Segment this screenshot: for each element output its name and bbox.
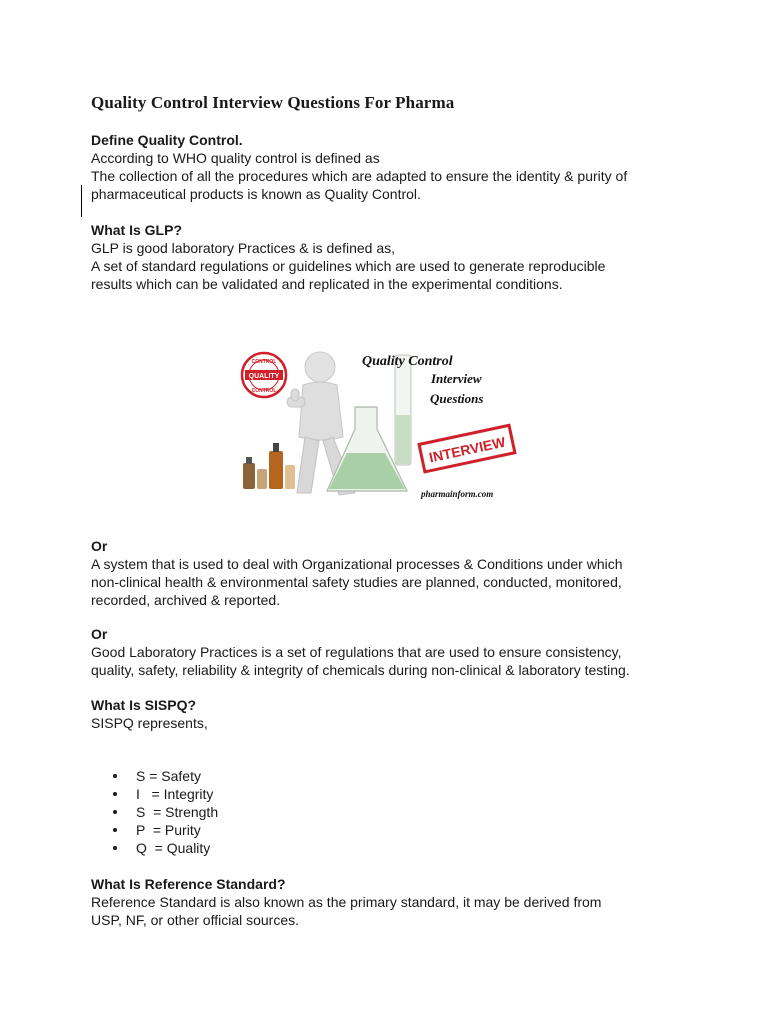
- section-glp: [91, 221, 691, 293]
- list-item: S = Strength: [110, 803, 218, 821]
- body-line: According to WHO quality control is defined as: [91, 150, 380, 166]
- stamp-label: INTERVIEW: [427, 433, 507, 466]
- body-line: Good Laboratory Practices is a set of regulations that are used to ensure consistency,: [91, 644, 622, 660]
- text-cursor: [81, 185, 82, 217]
- banner-illustration: [235, 345, 535, 501]
- body-line: The collection of all the procedures which are adapted to ensure the identity & purity of: [91, 168, 628, 184]
- banner-title-line1: Quality Control: [362, 354, 453, 369]
- list-item: Q = Quality: [110, 839, 218, 857]
- page-title: Quality Control Interview Questions For Pharma: [91, 93, 455, 112]
- body-line: Reference Standard is also known as the primary standard, it may be derived from: [91, 894, 602, 910]
- website-caption: pharmainform.com: [421, 489, 494, 499]
- section-heading: Or: [91, 626, 108, 642]
- quality-control-seal-icon: [242, 353, 286, 397]
- quality-control-banner-image: [235, 345, 535, 501]
- body-line: non-clinical health & environmental safety studies are planned, conducted, monitored,: [91, 574, 622, 590]
- section-glp-alt-2: [91, 625, 691, 679]
- test-tube-icon: [395, 355, 411, 465]
- section-heading: Define Quality Control.: [91, 132, 243, 148]
- list-item: I = Integrity: [110, 785, 218, 803]
- seal-ring-label-bottom: CONTROL: [251, 388, 277, 394]
- body-line: quality, safety, reliability & integrity of chemicals during non-clinical & laboratory testing.: [91, 662, 630, 678]
- list-item: S = Safety: [110, 767, 218, 785]
- body-line: USP, NF, or other official sources.: [91, 912, 300, 928]
- body-line: pharmaceutical products is known as Quality Control.: [91, 186, 421, 202]
- seal-ring-label: CONTROL: [251, 359, 277, 365]
- body-line: A set of standard regulations or guidelines which are used to generate reproducible: [91, 258, 606, 274]
- banner-title-line3: Questions: [430, 391, 484, 406]
- banner-title-line2: Interview: [431, 371, 482, 386]
- section-glp-alt-1: [91, 537, 691, 609]
- body-line: recorded, archived & reported.: [91, 592, 281, 608]
- reagent-bottles-icon: [243, 443, 295, 489]
- section-heading: What Is Reference Standard?: [91, 876, 286, 892]
- section-define-qc: [91, 131, 691, 203]
- sispq-list: [110, 767, 218, 857]
- body-line: A system that is used to deal with Organizational processes & Conditions under which: [91, 556, 623, 572]
- list-item: P = Purity: [110, 821, 218, 839]
- section-heading: Or: [91, 538, 108, 554]
- section-reference-standard: [91, 875, 691, 929]
- body-line: GLP is good laboratory Practices & is defined as,: [91, 240, 396, 256]
- section-sispq: [91, 696, 691, 732]
- interview-stamp: [419, 425, 515, 472]
- body-line: SISPQ represents,: [91, 715, 208, 731]
- section-heading: What Is SISPQ?: [91, 697, 197, 713]
- body-line: results which can be validated and replicated in the experimental conditions.: [91, 276, 563, 292]
- section-heading: What Is GLP?: [91, 222, 182, 238]
- seal-label: QUALITY: [248, 373, 280, 380]
